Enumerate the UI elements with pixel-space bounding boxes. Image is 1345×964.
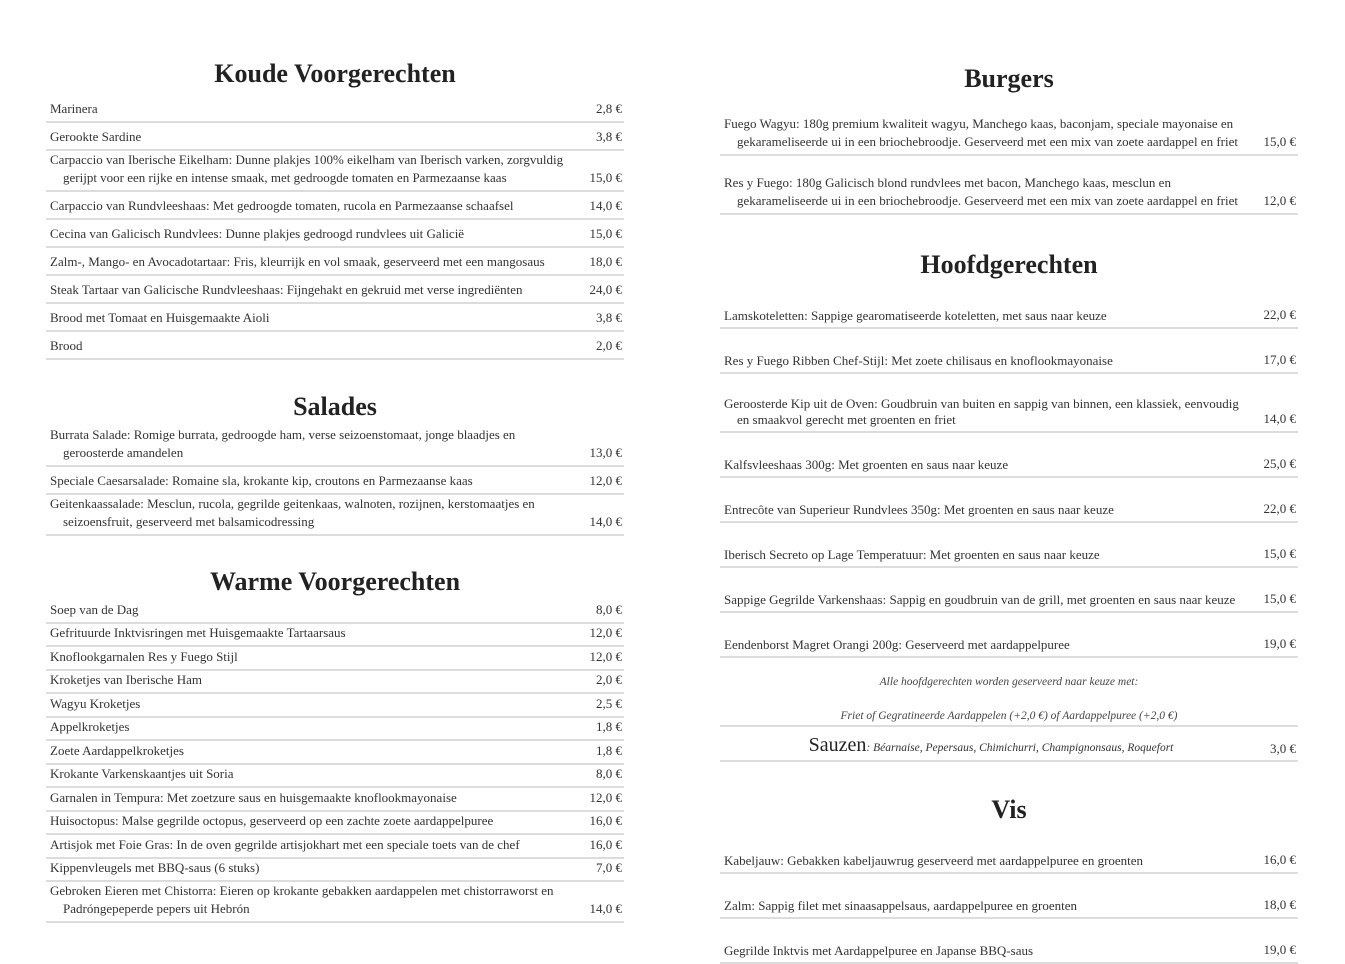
menu-item bbox=[46, 859, 624, 883]
menu-item-name: Wagyu Kroketjes bbox=[50, 695, 141, 711]
menu-item bbox=[46, 467, 624, 495]
menu-item-name: Zoete Aardappelkroketjes bbox=[50, 742, 184, 758]
menu-item bbox=[46, 123, 624, 151]
menu-item-name: Fuego Wagyu: 180g premium kwaliteit wagyu, Manchego kaas, baconjam, speciale mayonaise en gekarameliseerde ui in een briochebroodje. Geserveerd met een mix van zoete aardappel en friet bbox=[724, 116, 1238, 149]
menu-item-price: 12,0 € bbox=[589, 789, 622, 805]
menu-item-name: Res y Fuego: 180g Galicisch blond rundvlees met bacon, Manchego kaas, mesclun en gekarameliseerde ui in een briochebroodje. Geserveerd met een mix van zoete aardappel en friet bbox=[724, 175, 1238, 208]
menu-item-name: Artisjok met Foie Gras: In de oven gegrilde artisjokhart met een speciale toets van de chef bbox=[50, 836, 520, 852]
side-dish-note: Alle hoofdgerechten worden geserveerd naar keuze met: bbox=[879, 676, 1139, 688]
menu-item bbox=[46, 95, 624, 123]
menu-item-price: 12,0 € bbox=[1263, 193, 1296, 208]
menu-item-name: Kabeljauw: Gebakken kabeljauwrug geserveerd met aardappelpuree en groenten bbox=[724, 853, 1144, 868]
menu-item-price: 13,0 € bbox=[589, 445, 622, 460]
menu-list bbox=[46, 600, 624, 923]
menu-list bbox=[46, 426, 624, 536]
menu-item bbox=[46, 835, 624, 859]
menu-item bbox=[46, 332, 624, 360]
menu-item-price: 18,0 € bbox=[589, 254, 622, 269]
menu-item bbox=[46, 812, 624, 836]
menu-item-name: Soep van de Dag bbox=[50, 601, 139, 617]
menu-item-name: Steak Tartaar van Galicische Rundvleeshaas: Fijngehakt en gekruid met verse ingrediënten bbox=[50, 282, 523, 297]
menu-item bbox=[46, 276, 624, 304]
menu-item bbox=[720, 874, 1298, 919]
menu-item-price: 15,0 € bbox=[589, 226, 622, 241]
menu-item-price: 2,5 € bbox=[596, 695, 622, 711]
menu-item bbox=[46, 647, 624, 671]
menu-item-name: Lamskoteletten: Sappige gearomatiseerde koteletten, met saus naar keuze bbox=[724, 308, 1107, 323]
menu-item-name: Garnalen in Tempura: Met zoetzure saus en huisgemaakte knoflookmayonaise bbox=[50, 789, 457, 805]
menu-item-price: 8,0 € bbox=[596, 766, 622, 781]
menu-list bbox=[46, 95, 624, 360]
menu-item-name: Brood met Tomaat en Huisgemaakte Aioli bbox=[50, 310, 270, 325]
menu-item-price: 15,0 € bbox=[1263, 591, 1296, 606]
menu-item-price: 17,0 € bbox=[1263, 352, 1296, 367]
menu-item-price: 3,8 € bbox=[596, 310, 622, 325]
menu-list bbox=[720, 284, 1298, 658]
menu-item-name: Zalm-, Mango- en Avocadotartaar: Fris, kleurrijk en vol smaak, geserveerd met een mangosaus bbox=[50, 254, 545, 269]
right-column bbox=[720, 0, 1298, 964]
menu-item-price: 14,0 € bbox=[589, 198, 622, 213]
menu-item-name: Burrata Salade: Romige burrata, gedroogde ham, verse seizoenstomaat, jonge blaadjes en geroosterde amandelen bbox=[50, 427, 516, 460]
section-title: Vis bbox=[991, 795, 1027, 824]
menu-item bbox=[46, 151, 624, 192]
menu-item-price: 8,0 € bbox=[596, 601, 622, 617]
menu-item-price: 2,0 € bbox=[596, 672, 622, 687]
menu-item-price: 1,8 € bbox=[596, 742, 622, 758]
menu-item-price: 12,0 € bbox=[589, 473, 622, 488]
menu-item bbox=[720, 156, 1298, 215]
section-title: Hoofdgerechten bbox=[920, 250, 1098, 279]
menu-item-price: 22,0 € bbox=[1263, 307, 1296, 322]
menu-item-name: Speciale Caesarsalade: Romaine sla, krokante kip, croutons en Parmezaanse kaas bbox=[50, 473, 473, 488]
menu-item-price: 3,8 € bbox=[596, 129, 622, 144]
menu-item bbox=[46, 624, 624, 648]
left-column bbox=[46, 0, 624, 923]
menu-item-name: Carpaccio van Iberische Eikelham: Dunne plakjes 100% eikelham van Iberisch varken, zorgvuldig gerijpt voor een rijke en intense smaak, met gedroogde tomaten en Parmezaanse kaas bbox=[50, 152, 564, 185]
section-burgers bbox=[720, 64, 1298, 215]
menu-item-name: Res y Fuego Ribben Chef-Stijl: Met zoete chilisaus en knoflookmayonaise bbox=[724, 353, 1113, 368]
menu-item-name: Brood bbox=[50, 338, 83, 353]
menu-item-price: 12,0 € bbox=[589, 625, 622, 640]
menu-item-name: Carpaccio van Rundvleeshaas: Met gedroogde tomaten, rucola en Parmezaanse schaafsel bbox=[50, 198, 514, 213]
menu-item-name: Entrecôte van Superieur Rundvlees 350g: Met groenten en saus naar keuze bbox=[724, 502, 1114, 517]
section-title: Salades bbox=[293, 392, 377, 421]
menu-item bbox=[720, 433, 1298, 478]
menu-item-price: 2,0 € bbox=[596, 338, 622, 353]
menu-item-name: Gefrituurde Inktvisringen met Huisgemaakte Tartaarsaus bbox=[50, 625, 346, 640]
menu-item-price: 2,8 € bbox=[596, 101, 622, 116]
menu-item-name: Eendenborst Magret Orangi 200g: Geserveerd met aardappelpuree bbox=[724, 637, 1070, 652]
menu-item-name: Gerookte Sardine bbox=[50, 129, 142, 144]
menu-item-price: 16,0 € bbox=[1263, 852, 1296, 867]
sauces-price: 3,0 € bbox=[1270, 741, 1296, 756]
menu-item bbox=[46, 304, 624, 332]
menu-item bbox=[720, 523, 1298, 568]
menu-item bbox=[46, 671, 624, 695]
menu-item-name: Zalm: Sappig filet met sinaasappelsaus, aardappelpuree en groenten bbox=[724, 898, 1078, 913]
section-salades bbox=[46, 392, 624, 536]
menu-item-price: 22,0 € bbox=[1263, 501, 1296, 516]
section-title: Warme Voorgerechten bbox=[209, 567, 461, 596]
menu-item bbox=[46, 248, 624, 276]
menu-item bbox=[46, 741, 624, 765]
sauces-label bbox=[720, 734, 1242, 757]
menu-item bbox=[720, 568, 1298, 613]
menu-item bbox=[46, 718, 624, 742]
menu-item-price: 15,0 € bbox=[1263, 546, 1296, 561]
menu-item-name: Knoflookgarnalen Res y Fuego Stijl bbox=[50, 648, 238, 664]
menu-list bbox=[720, 829, 1298, 964]
menu-item-price: 15,0 € bbox=[1263, 134, 1296, 149]
menu-item-price: 14,0 € bbox=[1263, 411, 1296, 426]
menu-item-price: 19,0 € bbox=[1263, 636, 1296, 651]
menu-item-price: 14,0 € bbox=[589, 901, 622, 916]
menu-item-name: Kippenvleugels met BBQ-saus (6 stuks) bbox=[50, 860, 260, 875]
menu-item bbox=[46, 220, 624, 248]
menu-item-name: Geroosterde Kip uit de Oven: Goudbruin van buiten en sappig van binnen, een klassiek, eenvoudig en smaakvol gerecht met groenten en friet bbox=[724, 396, 1239, 427]
menu-item-name: Kalfsvleeshaas 300g: Met groenten en saus naar keuze bbox=[724, 457, 1009, 472]
menu-item-name: Cecina van Galicisch Rundvlees: Dunne plakjes gedroogd rundvlees uit Galicië bbox=[50, 226, 465, 241]
menu-item bbox=[46, 192, 624, 220]
menu-item-price: 18,0 € bbox=[1263, 897, 1296, 912]
menu-item bbox=[46, 495, 624, 536]
menu-item-name: Krokante Varkenskaantjes uit Soria bbox=[50, 766, 234, 781]
menu-item-price: 7,0 € bbox=[596, 860, 622, 875]
menu-item bbox=[720, 919, 1298, 964]
sauces-list: : Béarnaise, Pepersaus, Chimichurri, Champignonsaus, Roquefort bbox=[866, 742, 1174, 754]
menu-item bbox=[720, 374, 1298, 433]
section-warme-voorgerechten bbox=[46, 567, 624, 923]
menu-item-price: 15,0 € bbox=[589, 170, 622, 185]
menu-item-price: 24,0 € bbox=[589, 282, 622, 297]
menu-item-price: 19,0 € bbox=[1263, 942, 1296, 957]
menu-item-name: Gebroken Eieren met Chistorra: Eieren op krokante gebakken aardappelen met chistorraworst en Padróngepeperde pepers uit Hebrón bbox=[50, 883, 554, 916]
section-hoofdgerechten bbox=[720, 250, 1298, 762]
sauces-row bbox=[720, 725, 1298, 762]
menu-item bbox=[46, 765, 624, 789]
menu-item bbox=[720, 613, 1298, 658]
menu-item bbox=[46, 788, 624, 812]
menu-item bbox=[720, 284, 1298, 329]
menu-item-price: 1,8 € bbox=[596, 719, 622, 734]
side-dish-options: Friet of Gegratineerde Aardappelen (+2,0 €) of Aardappelpuree (+2,0 €) bbox=[840, 710, 1178, 722]
menu-item-name: Appelkroketjes bbox=[50, 719, 130, 734]
menu-item-name: Sappige Gegrilde Varkenshaas: Sappig en goudbruin van de grill, met groenten en saus naar keuze bbox=[724, 592, 1236, 607]
menu-item bbox=[46, 694, 624, 718]
menu-item-name: Iberisch Secreto op Lage Temperatuur: Met groenten en saus naar keuze bbox=[724, 547, 1100, 562]
sauces-title: Sauzen bbox=[808, 734, 867, 756]
menu-item-name: Kroketjes van Iberische Ham bbox=[50, 672, 202, 687]
menu-item bbox=[46, 882, 624, 923]
menu-item-name: Gegrilde Inktvis met Aardappelpuree en Japanse BBQ-saus bbox=[724, 943, 1034, 958]
menu-item-price: 12,0 € bbox=[589, 648, 622, 664]
menu-item bbox=[720, 329, 1298, 374]
menu-list bbox=[720, 97, 1298, 215]
section-title: Burgers bbox=[964, 64, 1054, 93]
section-vis bbox=[720, 795, 1298, 964]
menu-item-name: Huisoctopus: Malse gegrilde octopus, geserveerd op een zachte zoete aardappelpuree bbox=[50, 813, 494, 828]
menu-item bbox=[720, 97, 1298, 156]
menu-item-price: 25,0 € bbox=[1263, 456, 1296, 471]
menu-item-price: 16,0 € bbox=[589, 836, 622, 852]
menu-item bbox=[720, 478, 1298, 523]
menu-item-price: 16,0 € bbox=[589, 813, 622, 828]
menu-item bbox=[46, 426, 624, 467]
menu-item-name: Marinera bbox=[50, 101, 98, 116]
section-title: Koude Voorgerechten bbox=[214, 59, 456, 88]
menu-item bbox=[720, 829, 1298, 874]
menu-item bbox=[46, 600, 624, 624]
section-koude-voorgerechten bbox=[46, 59, 624, 360]
menu-item-name: Geitenkaassalade: Mesclun, rucola, gegrilde geitenkaas, walnoten, rozijnen, kerstomaatjes en seizoensfruit, geserveerd met balsamicodressing bbox=[50, 496, 535, 529]
menu-item-price: 14,0 € bbox=[589, 514, 622, 529]
